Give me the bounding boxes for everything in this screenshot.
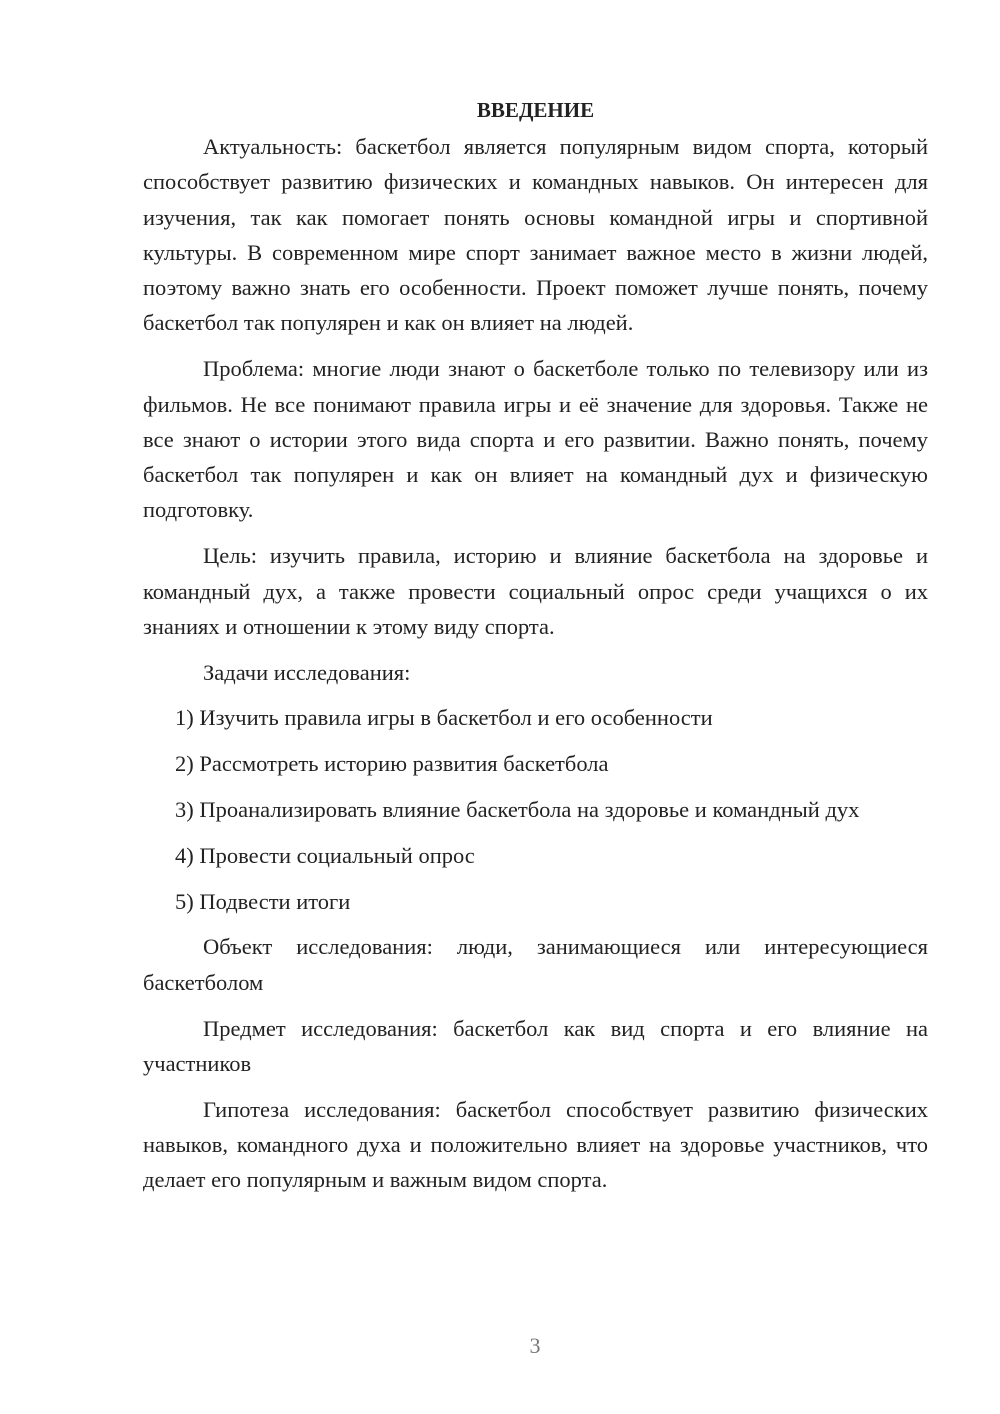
research-object-paragraph: Объект исследования: люди, занимающиеся или интересующиеся баскетболом <box>143 934 928 995</box>
section-title: ВВЕДЕНИЕ <box>476 98 595 122</box>
problem-paragraph: Проблема: многие люди знают о баскетболе только по телевизору или из фильмов. Не все понимают правила игры и её значение для здоровья. Также не все знают о истории этого вида спорта и его развитии. Важно понять, почему баскетбол так популярен и как он влияет на командный дух и физическую подготовку. <box>143 356 928 523</box>
goal-paragraph: Цель: изучить правила, историю и влияние баскетбола на здоровье и командный дух, а также провести социальный опрос среди учащихся о их знаниях и отношении к этому виду спорта. <box>143 543 928 639</box>
task-item-5: 5) Подвести итоги <box>175 888 351 914</box>
task-item-3: 3) Проанализировать влияние баскетбола на здоровье и командный дух <box>175 797 860 823</box>
research-subject-paragraph: Предмет исследования: баскетбол как вид спорта и его влияние на участников <box>143 1015 928 1076</box>
page-number: 3 <box>529 1333 541 1358</box>
document-page <box>143 93 928 1198</box>
task-item-2: 2) Рассмотреть историю развития баскетбола <box>175 751 609 777</box>
task-item-4: 4) Провести социальный опрос <box>175 842 475 868</box>
task-item-1: 1) Изучить правила игры в баскетбол и его особенности <box>175 705 713 731</box>
tasks-heading: Задачи исследования: <box>203 659 411 685</box>
relevance-paragraph: Актуальность: баскетбол является популярным видом спорта, который способствует развитию физических и командных навыков. Он интересен для изучения, так как помогает понять основы командной игры и спортивной культуры. В современном мире спорт занимает важное место в жизни людей, поэтому важно знать его особенности. Проект поможет лучше понять, почему баскетбол так популярен и как он влияет на людей. <box>143 134 928 336</box>
hypothesis-paragraph: Гипотеза исследования: баскетбол способствует развитию физических навыков, командного духа и положительно влияет на здоровье участников, что делает его популярным и важным видом спорта. <box>143 1096 928 1193</box>
